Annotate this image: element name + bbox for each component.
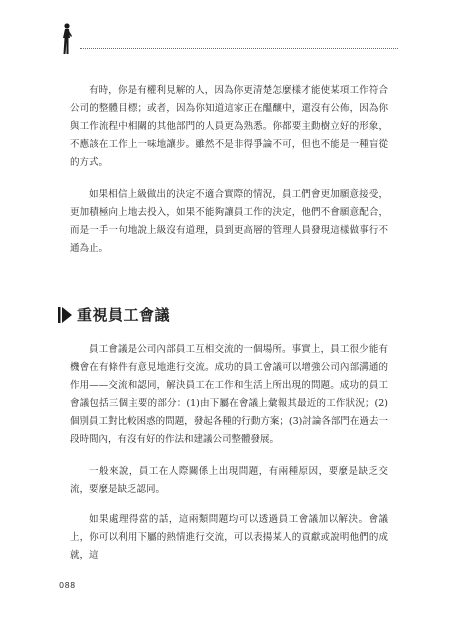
page-number: 088: [59, 581, 76, 590]
page-header: [58, 22, 398, 56]
section-heading: [58, 304, 398, 328]
section-title: 重視員工會議: [77, 306, 171, 324]
triangle-bullet-icon: [58, 306, 72, 324]
paragraph-intro-2: 如果相信上級做出的決定不適合實際的情況，員工們會更加願意接受，更加積極向上地去投入，如果不能夠讓員工作的決定，他們不會願意配合，而是一手一句地說上級沒有道理，員到更高層的管理人員發現這樣做事行不通為止。: [70, 189, 388, 254]
header-dotted-rule: [80, 48, 398, 49]
paragraph-body-3: 如果處理得當的話，這兩類問題均可以透過員工會議加以解決。會議上，你可以利用下屬的熱情進行交流，可以表揚某人的貢獻或說明他們的成就，這: [70, 514, 388, 561]
person-silhouette-icon: [58, 22, 74, 56]
paragraph-intro-1: 有時，你是有權利見解的人，因為你更清楚怎麼樣才能使某項工作符合公司的整體目標；或者，因為你知道這家正在醞釀中，還沒有公佈，因為你與工作流程中相關的其他部門的人員更為熟悉。你都要主動樹立好的形象，不應該在工作上一味地讓步。雖然不是非得爭論不可，但也不能是一種盲從的方式。: [70, 85, 388, 168]
paragraph-body-2: 一般來說，員工在人際關係上出現問題，有兩種原因，要麼是缺乏交流，要麼是缺乏認同。: [70, 466, 388, 495]
paragraph-body-1: 員工會議是公司內部員工互相交流的一個場所。事實上，員工很少能有機會在有條件有意見地進行交流。成功的員工會議可以增強公司內部溝通的作用——交流和認同，解決員工在工作和生活上所出現的問題。成功的員工會議包括三個主要的部分：(1)由下屬在會議上彙報其最近的工作狀況；(2)個別員工對比較困惑的問題，發起各種的行動方案；(3)討論各部門在過去一段時間內，有沒有好的作法和建議公司整體發展。: [70, 344, 388, 445]
